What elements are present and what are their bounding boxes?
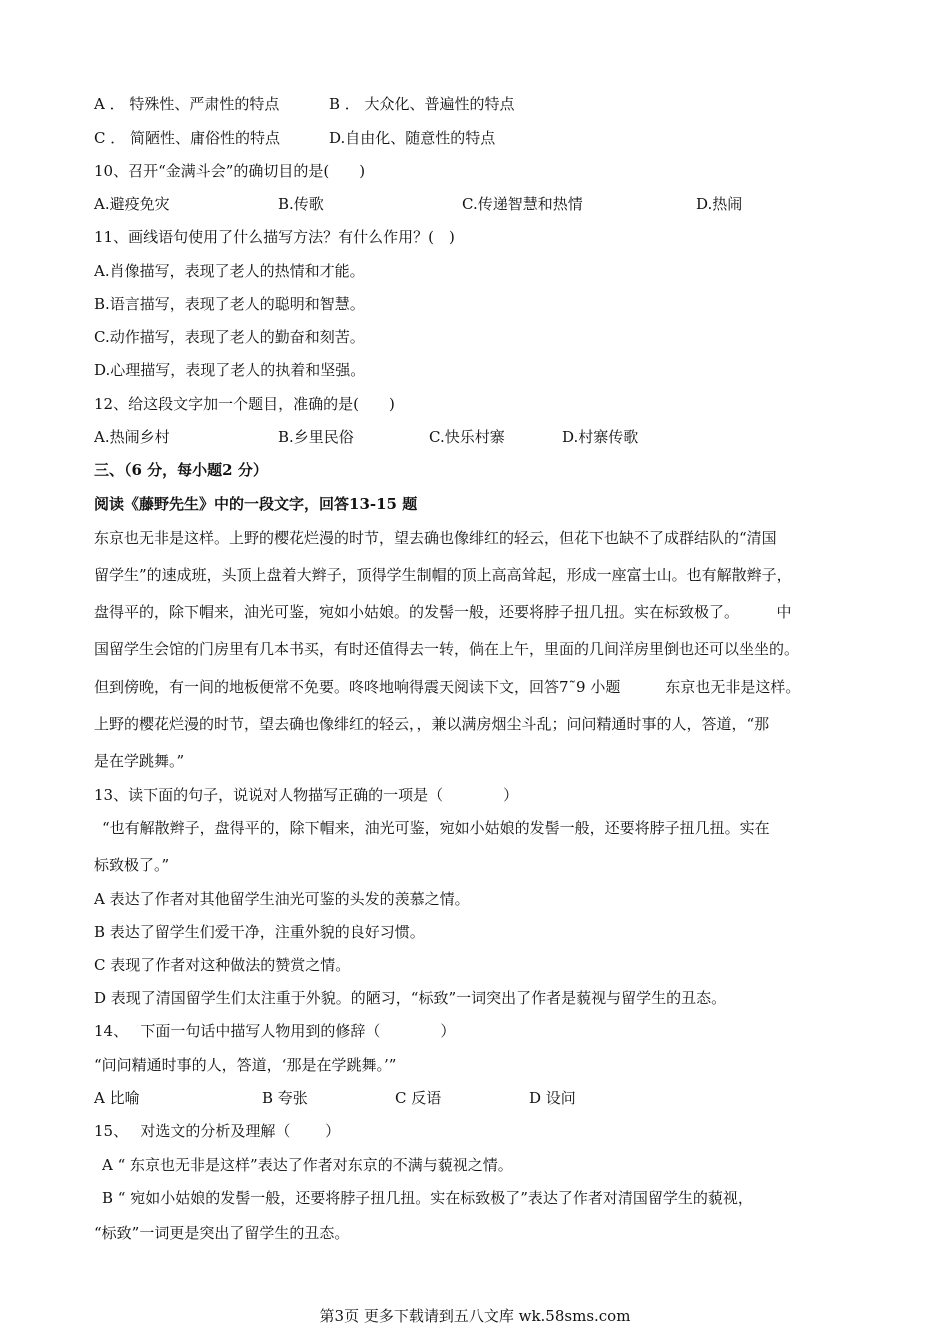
q12-stem: 12、给这段文字加一个题目，准确的是( )	[94, 395, 395, 413]
q13-quote-line2: 标致极了。”	[94, 856, 170, 874]
q13-option-d: D 表现了清国留学生们太注重于外貌。的陋习，“标致”一词突出了作者是藐视与留学生的丑态。	[94, 989, 727, 1007]
q14-option-d: D 设问	[529, 1089, 576, 1107]
section3-instruction: 阅读《藤野先生》中的一段文字，回答13-15 题	[94, 495, 418, 513]
q12-option-c: C.快乐村寨	[429, 428, 505, 446]
q10-option-c: C.传递智慧和热情	[462, 195, 583, 213]
q9-option-a: A ． 特殊性、严肃性的特点	[94, 95, 280, 113]
q15-option-a: A “ 东京也无非是这样”表达了作者对东京的不满与藐视之情。	[102, 1156, 513, 1174]
q15-stem: 15、 对选文的分析及理解（ ）	[94, 1122, 341, 1140]
q15-option-b-line1: B “ 宛如小姑娘的发髻一般，还要将脖子扭几扭。实在标致极了”表达了作者对清国留学生的藐视，	[102, 1189, 753, 1207]
q11-option-a: A.肖像描写，表现了老人的热情和才能。	[94, 262, 365, 280]
q14-stem: 14、 下面一句话中描写人物用到的修辞（ ）	[94, 1022, 456, 1040]
section3-heading: 三、（6 分，每小题2 分）	[94, 461, 268, 479]
q14-option-b: B 夸张	[262, 1089, 308, 1107]
passage-line-5: 但到傍晚，有一间的地板便常不免要。咚咚地响得震天阅读下文，回答7˜9 小题 东京也无非是这样。	[94, 678, 801, 696]
q9-option-c: C ． 简陋性、庸俗性的特点	[94, 129, 281, 147]
q13-option-a: A 表达了作者对其他留学生油光可鉴的头发的羡慕之情。	[94, 890, 470, 908]
passage-line-4: 国留学生会馆的门房里有几本书买，有时还值得去一转，倘在上午，里面的几间洋房里倒也还可以坐坐的。	[94, 640, 800, 658]
q10-option-b: B.传歌	[278, 195, 324, 213]
q10-option-d: D.热闹	[696, 195, 743, 213]
q11-option-d: D.心理描写，表现了老人的执着和坚强。	[94, 361, 366, 379]
q12-option-d: D.村寨传歌	[562, 428, 639, 446]
q15-option-b-line2: “标致”一词更是突出了留学生的丑态。	[94, 1224, 350, 1242]
passage-line-7: 是在学跳舞。”	[94, 752, 185, 770]
passage-line-3: 盘得平的，除下帽来，油光可鉴，宛如小姑娘。的发髻一般，还要将脖子扭几扭。实在标致极了。 中	[94, 603, 792, 621]
page-footer: 第3页 更多下载请到五八文库 wk.58sms.com	[319, 1307, 631, 1325]
q11-option-b: B.语言描写，表现了老人的聪明和智慧。	[94, 295, 365, 313]
q12-option-b: B.乡里民俗	[278, 428, 354, 446]
q14-option-c: C 反语	[395, 1089, 442, 1107]
q13-quote-line1: “也有解散辫子，盘得平的，除下帽来，油光可鉴，宛如小姑娘的发髻一般，还要将脖子扭几扭。实在	[102, 819, 770, 837]
q14-quote: “问问精通时事的人，答道，‘那是在学跳舞。’”	[94, 1056, 397, 1074]
q14-option-a: A 比喻	[94, 1089, 140, 1107]
q11-option-c: C.动作描写，表现了老人的勤奋和刻苦。	[94, 328, 365, 346]
q10-stem: 10、召开“金满斗会”的确切目的是( )	[94, 162, 366, 180]
q13-stem: 13、读下面的句子，说说对人物描写正确的一项是（ ）	[94, 786, 519, 804]
q9-option-d: D.自由化、随意性的特点	[329, 129, 496, 147]
q12-option-a: A.热闹乡村	[94, 428, 170, 446]
passage-line-6: 上野的樱花烂漫的时节，望去确也像绯红的轻云，，兼以满房烟尘斗乱；问问精通时事的人，答道，“那	[94, 715, 770, 733]
passage-line-2: 留学生”的速成班，头顶上盘着大辫子，顶得学生制帽的顶上高高耸起，形成一座富士山。也有解散辫子，	[94, 566, 792, 584]
passage-line-1: 东京也无非是这样。上野的樱花烂漫的时节，望去确也像绯红的轻云，但花下也缺不了成群结队的“清国	[94, 529, 777, 547]
q9-option-b: B ． 大众化、普遍性的特点	[329, 95, 515, 113]
q11-stem: 11、画线语句使用了什么描写方法？有什么作用？( )	[94, 228, 455, 246]
q10-option-a: A.避疫免灾	[94, 195, 170, 213]
q13-option-c: C 表现了作者对这种做法的赞赏之情。	[94, 956, 351, 974]
q13-option-b: B 表达了留学生们爱干净，注重外貌的良好习惯。	[94, 923, 425, 941]
